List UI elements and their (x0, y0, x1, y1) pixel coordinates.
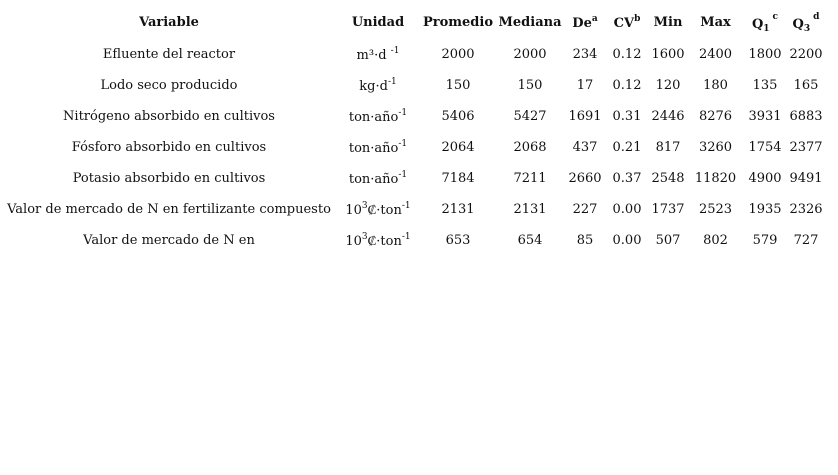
de-cell: 85 (576, 233, 594, 248)
max-cell: 2523 (698, 202, 733, 217)
variable-cell: Nitrógeno absorbido en cultivos (63, 109, 275, 124)
variable-cell: Efluente del reactor (102, 47, 236, 62)
unit-text: ton·año (348, 110, 399, 125)
max-cell: 802 (703, 233, 728, 248)
q1-cell: 4900 (748, 171, 782, 186)
unit-text: m³·d (356, 48, 387, 63)
header-de-footnote: a (591, 14, 598, 24)
q3-cell: 2377 (789, 140, 823, 155)
header-q1-subscript: 1 (763, 23, 770, 34)
table-row (2, 39, 825, 70)
min-cell: 120 (655, 78, 681, 93)
min-cell: 2548 (651, 171, 685, 186)
max-cell: 8276 (698, 109, 733, 124)
mediana-cell: 2131 (513, 202, 547, 217)
header-q1-footnote: c (772, 11, 779, 22)
q3-cell: 2326 (789, 202, 823, 217)
header-cv (606, 6, 648, 39)
q3-cell: 6883 (789, 109, 823, 124)
promedio-cell: 150 (445, 78, 471, 93)
table-row (2, 70, 825, 101)
unit-exponent: -1 (401, 232, 411, 242)
header-de-label: De (572, 16, 592, 31)
mediana-cell: 150 (517, 78, 543, 93)
table-row (2, 101, 825, 132)
header-q1-label: Q (751, 16, 764, 32)
table-row (2, 194, 825, 225)
unit-prefix: 10 (345, 203, 362, 218)
mediana-cell: 2068 (513, 140, 547, 155)
header-q3-label: Q (792, 16, 804, 32)
mediana-cell: 654 (517, 233, 543, 248)
table-row (2, 132, 825, 163)
header-unidad: Unidad (351, 15, 405, 30)
promedio-cell: 2000 (441, 47, 475, 62)
header-q1 (743, 6, 787, 39)
mediana-cell: 5427 (513, 109, 547, 124)
variable-cell: Valor de mercado de N en fertilizante compuesto (7, 202, 331, 217)
unit-exponent: -1 (390, 46, 400, 56)
unit-text: ton·año (348, 141, 399, 156)
mediana-cell: 2000 (513, 47, 547, 62)
q1-cell: 1935 (748, 202, 782, 217)
unit-cell (336, 70, 420, 101)
header-de (564, 6, 606, 39)
header-row (2, 6, 825, 39)
header-max: Max (700, 15, 731, 30)
unit-cell (336, 39, 420, 70)
header-promedio: Promedio (422, 15, 494, 30)
cv-cell: 0.31 (612, 109, 642, 124)
table-row (2, 163, 825, 194)
unit-cell (336, 101, 420, 132)
promedio-cell: 7184 (441, 171, 475, 186)
table-row (2, 225, 825, 256)
de-cell: 234 (572, 47, 598, 62)
q3-cell: 165 (793, 78, 819, 93)
max-cell: 11820 (694, 171, 737, 186)
variable-cell: Potasio absorbido en cultivos (72, 171, 266, 186)
unit-cell (336, 132, 420, 163)
de-cell: 1691 (568, 109, 602, 124)
unit-exponent: -1 (387, 77, 397, 87)
unit-exponent: -1 (398, 170, 408, 180)
de-cell: 2660 (568, 171, 602, 186)
cv-cell: 0.37 (612, 171, 642, 186)
max-cell: 2400 (698, 47, 733, 62)
min-cell: 1737 (651, 202, 685, 217)
unit-prefix: 10 (345, 234, 362, 249)
cv-cell: 0.12 (612, 47, 642, 62)
min-cell: 817 (655, 140, 681, 155)
unit-text: ₡·ton (367, 234, 402, 249)
unit-text: kg·d (359, 79, 388, 94)
promedio-cell: 5406 (441, 109, 475, 124)
de-cell: 437 (572, 140, 598, 155)
unit-exponent: -1 (398, 139, 408, 149)
unit-cell (336, 225, 420, 256)
de-cell: 17 (576, 78, 594, 93)
cv-cell: 0.21 (612, 140, 642, 155)
unit-prefix-exponent: 3 (361, 201, 368, 211)
unit-text: ton·año (348, 172, 399, 187)
unit-prefix-exponent: 3 (361, 232, 368, 242)
variable-cell: Lodo seco producido (100, 78, 238, 93)
q1-cell: 1754 (748, 140, 782, 155)
unit-exponent: -1 (401, 201, 411, 211)
header-q3 (787, 6, 825, 39)
unit-text: ₡·ton (367, 203, 402, 218)
max-cell: 3260 (698, 140, 733, 155)
promedio-cell: 653 (445, 233, 471, 248)
q1-cell: 135 (752, 78, 778, 93)
q1-cell: 579 (752, 233, 778, 248)
promedio-cell: 2131 (441, 202, 475, 217)
cv-cell: 0.12 (612, 78, 642, 93)
min-cell: 2446 (651, 109, 685, 124)
statistics-table (2, 6, 825, 256)
unit-cell (336, 194, 420, 225)
q3-cell: 9491 (789, 171, 823, 186)
header-cv-label: CV (613, 16, 635, 31)
variable-cell: Fósforo absorbido en cultivos (71, 140, 267, 155)
header-q3-subscript: 3 (803, 23, 811, 34)
min-cell: 507 (655, 233, 681, 248)
cv-cell: 0.00 (612, 233, 642, 248)
cv-cell: 0.00 (612, 202, 642, 217)
header-variable: Variable (139, 15, 199, 30)
header-mediana: Mediana (498, 15, 562, 30)
unit-cell (336, 163, 420, 194)
unit-exponent: -1 (398, 108, 408, 118)
variable-cell: Valor de mercado de N en (83, 233, 255, 248)
q3-cell: 2200 (789, 47, 823, 62)
header-cv-footnote: b (634, 14, 641, 24)
q3-cell: 727 (793, 233, 819, 248)
promedio-cell: 2064 (441, 140, 475, 155)
min-cell: 1600 (651, 47, 685, 62)
max-cell: 180 (703, 78, 728, 93)
header-q3-footnote: d (813, 11, 820, 22)
q1-cell: 3931 (748, 109, 782, 124)
header-min: Min (653, 15, 683, 30)
mediana-cell: 7211 (513, 171, 547, 186)
de-cell: 227 (572, 202, 598, 217)
q1-cell: 1800 (748, 47, 782, 62)
